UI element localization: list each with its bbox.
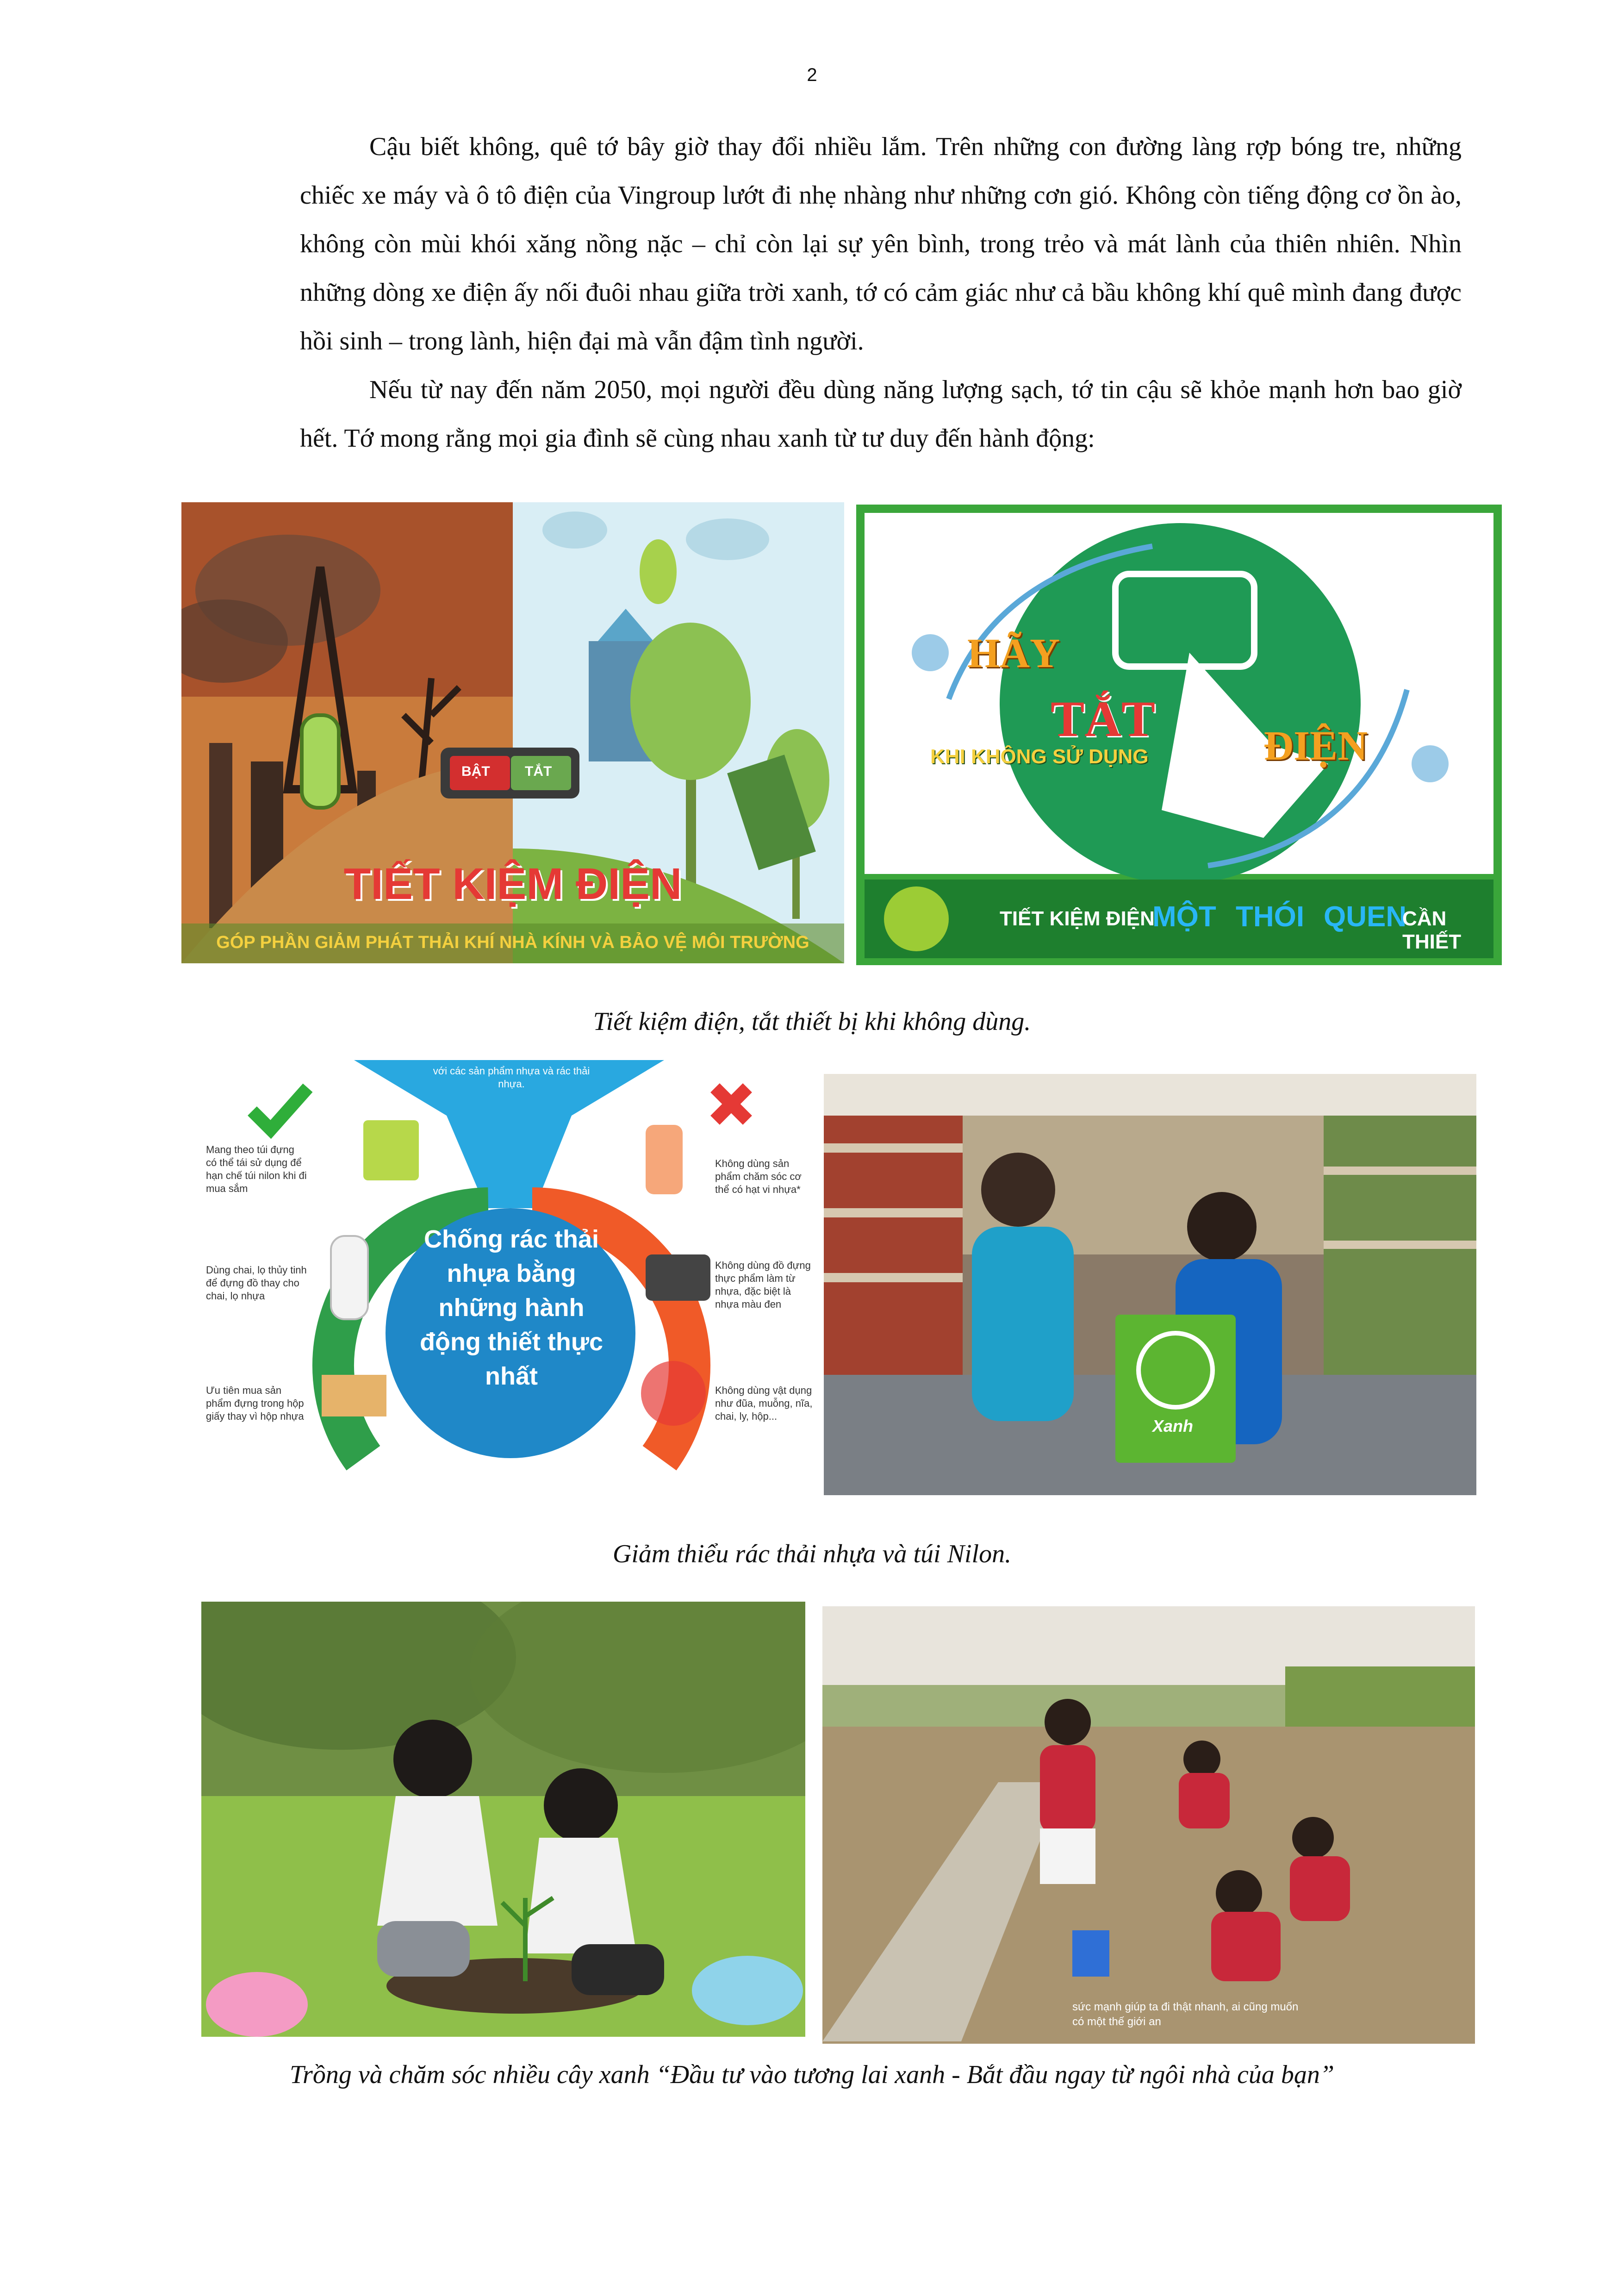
page-number: 2 — [807, 65, 817, 85]
paragraph-1: Cậu biết không, quê tớ bây giờ thay đổi nhiều lắm. Trên những con đường làng rợp bóng tre, những chiếc xe máy và ô tô điện của Vingroup lướt đi nhẹ nhàng như những cơn gió. Không còn tiếng động cơ ồn ào, không còn mùi khói xăng nồng nặc – chỉ còn lại sự yên bình, trong trẻo và mát lành của thiên nhiên. Nhìn những dòng xe điện ấy nối đuôi nhau giữa trời xanh, tớ có cảm giác như cả bầu không khí quê mình đang được hồi sinh – trong lành, hiện đại mà vẫn đậm tình người. — [300, 132, 1462, 356]
energy-saving-poster — [181, 502, 844, 963]
poster-word-tat: TẮT — [1051, 691, 1156, 747]
paragraph-2: Nếu từ nay đến năm 2050, mọi người đều dùng năng lượng sạch, tớ tin cậu sẽ khỏe mạnh hơn bao giờ hết. Tớ mong rằng mọi gia đình sẽ cùng nhau xanh từ tư duy đến hành động: — [300, 375, 1462, 453]
infographic-left-1: Mang theo túi đựng có thể tái sử dụng để hạn chế túi nilon khi đi mua sắm — [206, 1144, 307, 1194]
banner-text-d: QUEN — [1324, 901, 1407, 933]
infographic-right-1: Không dùng sản phẩm chăm sóc cơ thể có hạt vi nhựa* — [715, 1158, 802, 1195]
banner-text-b: MỘT — [1152, 901, 1216, 933]
caption-trees: Trồng và chăm sóc nhiều cây xanh “Đầu tư vào tương lai xanh - Bắt đầu ngay từ ngôi nhà của bạn” — [289, 2060, 1335, 2089]
bag-text: Xanh — [1152, 1416, 1194, 1435]
infographic-top-text: với các sản phẩm nhựa và rác thải nhựa. — [433, 1065, 590, 1090]
switch-off-poster — [856, 505, 1502, 965]
infographic-center-text: Chống rác thải nhựa bằng những hành động thiết thực nhất — [419, 1225, 604, 1390]
energy-poster-title: TIẾT KIỆM ĐIỆN — [343, 859, 682, 909]
infographic-right-3: Không dùng vật dụng như đũa, muỗng, nĩa, chai, ly, hộp... — [715, 1385, 813, 1422]
infographic-right-2: Không dùng đồ đựng thực phẩm làm từ nhựa, đặc biệt là nhựa màu đen — [715, 1260, 811, 1310]
banner-text-c: THÓI — [1236, 901, 1305, 933]
students-gardening-photo — [822, 1606, 1475, 2044]
poster-word-dien: ĐIỆN — [1263, 723, 1368, 769]
supermarket-photo — [824, 1074, 1476, 1495]
poster-phrase: KHI KHÔNG SỬ DỤNG — [930, 745, 1149, 768]
video-subtitle: sức mạnh giúp ta đi thật nhanh, ai cũng muốn có một thế giới an — [1072, 2001, 1299, 2028]
energy-poster-subtitle: GÓP PHẦN GIẢM PHÁT THẢI KHÍ NHÀ KÍNH VÀ BẢO VỆ MÔI TRƯỜNG — [216, 933, 809, 952]
infographic-left-2: Dùng chai, lọ thủy tinh để đựng đồ thay cho chai, lọ nhựa — [206, 1264, 307, 1302]
poster-word-hay: HÃY — [967, 630, 1060, 676]
plastic-infographic — [201, 1060, 819, 1481]
children-planting-photo — [201, 1602, 805, 2037]
banner-text-e: CẦN THIẾT — [1402, 907, 1462, 953]
infographic-left-3: Ưu tiên mua sản phẩm đựng trong hộp giấy thay vì hộp nhựa — [206, 1385, 304, 1422]
banner-text-a: TIẾT KIỆM ĐIỆN — [1000, 907, 1155, 930]
caption-plastic: Giảm thiểu rác thải nhựa và túi Nilon. — [612, 1540, 1012, 1568]
switch-on-label: BẬT — [461, 764, 490, 779]
caption-energy: Tiết kiệm điện, tắt thiết bị khi không dùng. — [593, 1007, 1031, 1036]
switch-off-label: TẮT — [525, 764, 552, 779]
